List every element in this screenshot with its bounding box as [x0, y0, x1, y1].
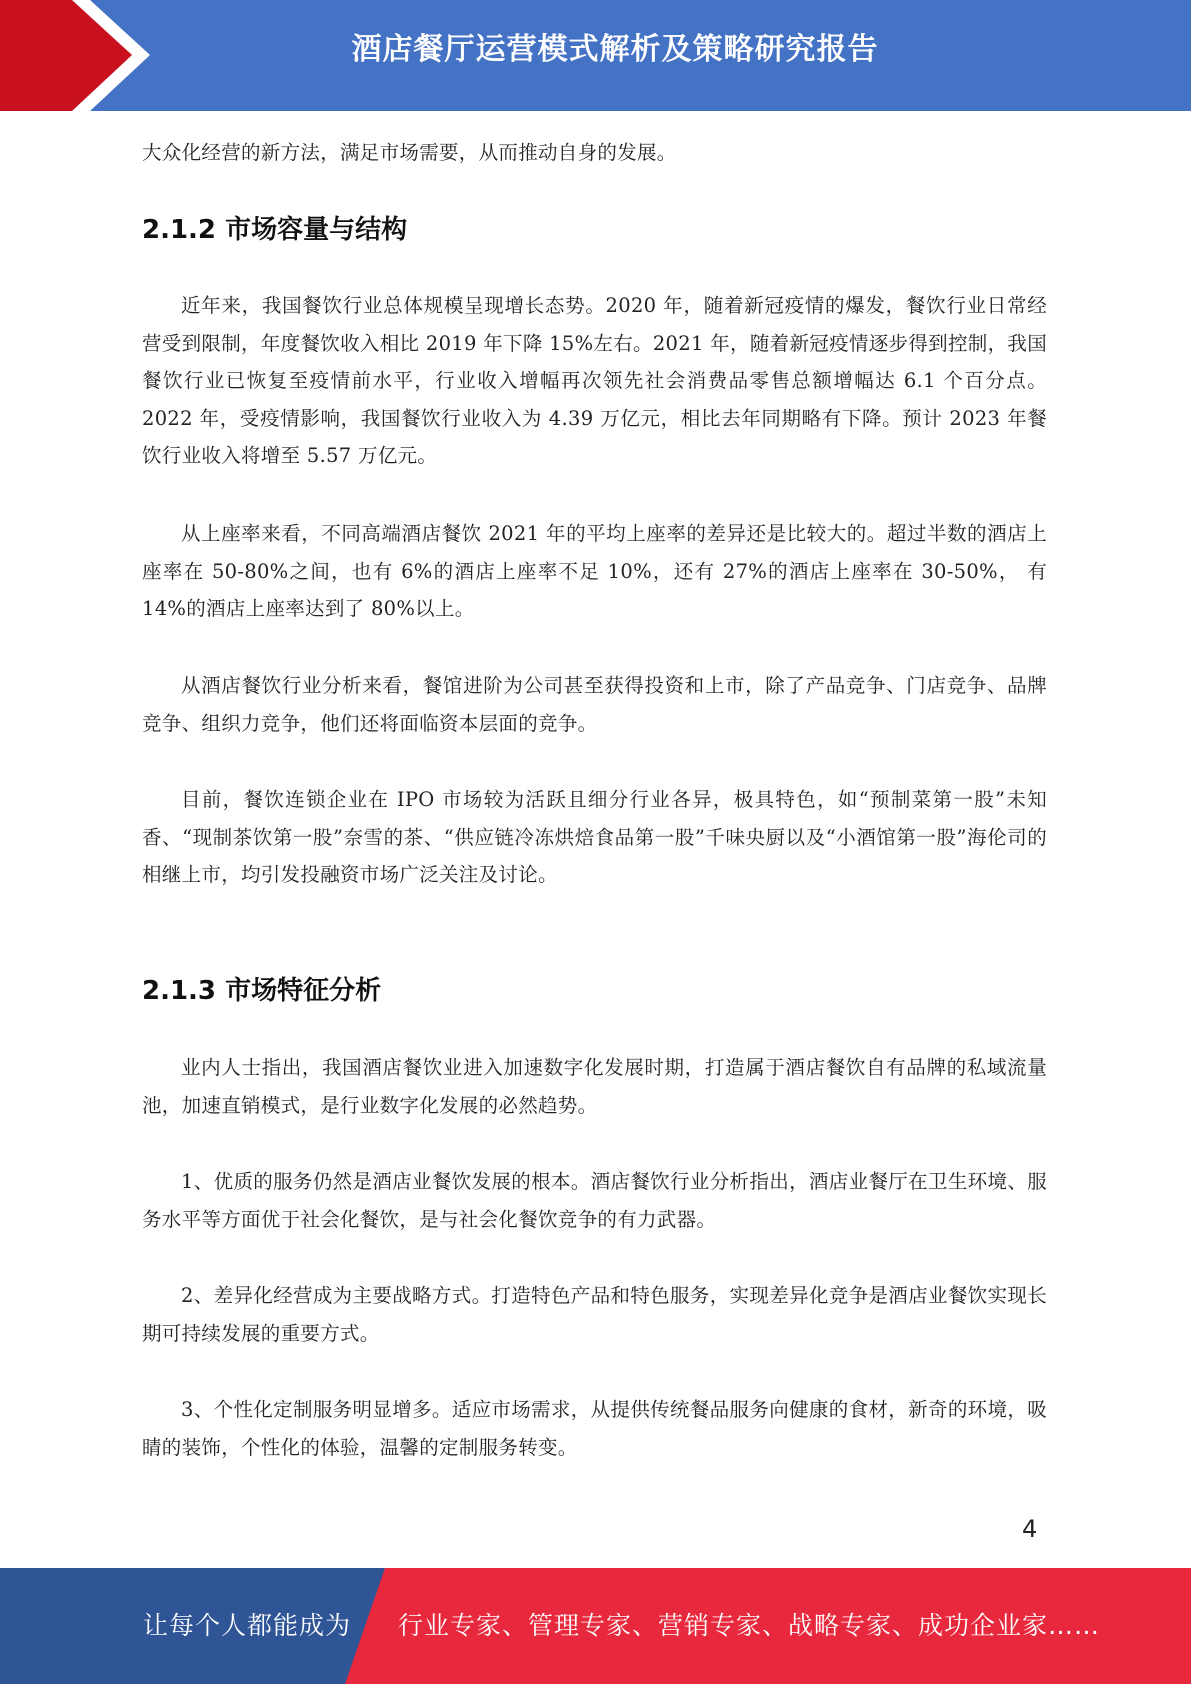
page-header: [0, 0, 1191, 111]
page-number: 4: [1022, 1515, 1038, 1543]
section-heading-2-1-3: 2.1.3 市场特征分析: [142, 976, 382, 1006]
paragraph-competition: 从酒店餐饮行业分析来看，餐馆进阶为公司甚至获得投资和上市，除了产品竞争、门店竞争、品牌竞争、组织力竞争，他们还将面临资本层面的竞争。: [142, 674, 1047, 735]
paragraph-point-2: 2、差异化经营成为主要战略方式。打造特色产品和特色服务，实现差异化竞争是酒店业餐饮实现长期可持续发展的重要方式。: [142, 1284, 1047, 1345]
paragraph-digital: 业内人士指出，我国酒店餐饮业进入加速数字化发展时期，打造属于酒店餐饮自有品牌的私域流量池，加速直销模式，是行业数字化发展的必然趋势。: [142, 1056, 1047, 1117]
paragraph-point-3: 3、个性化定制服务明显增多。适应市场需求，从提供传统餐品服务向健康的食材，新奇的环境，吸睛的装饰，个性化的体验，温馨的定制服务转变。: [142, 1398, 1047, 1459]
report-title: 酒店餐厅运营模式解析及策略研究报告: [351, 32, 879, 67]
footer-slogan-left: 让每个人都能成为: [143, 1611, 352, 1640]
paragraph-market-scale: 近年来，我国餐饮行业总体规模呈现增长态势。2020 年，随着新冠疫情的爆发，餐饮行业日常经营受到限制，年度餐饮收入相比 2019 年下降 15%左右。2021 年，随着新冠疫情逐步得到控制，我国餐饮行业已恢复至疫情前水平，行业收入增幅再次领先社会消费品零售总额增幅达 6.1 个百分点。2022 年，受疫情影响，我国餐饮行业收入为 4.39 万亿元，相比去年同期略有下降。预计 2023 年餐饮行业收入将增至 5.57 万亿元。: [142, 294, 1047, 467]
paragraph-ipo: 目前，餐饮连锁企业在 IPO 市场较为活跃且细分行业各异，极具特色，如“预制菜第一股”未知香、“现制茶饮第一股”奈雪的茶、“供应链冷冻烘焙食品第一股”千味央厨以及“小酒馆第一股”海伦司的相继上市，均引发投融资市场广泛关注及讨论。: [142, 788, 1047, 886]
paragraph-point-1: 1、优质的服务仍然是酒店业餐饮发展的根本。酒店餐饮行业分析指出，酒店业餐厅在卫生环境、服务水平等方面优于社会化餐饮，是与社会化餐饮竞争的有力武器。: [142, 1170, 1047, 1231]
paragraph-occupancy: 从上座率来看，不同高端酒店餐饮 2021 年的平均上座率的差异还是比较大的。超过半数的酒店上座率在 50-80%之间，也有 6%的酒店上座率不足 10%，还有 27%的酒店上座率在 30-50%， 有 14%的酒店上座率达到了 80%以上。: [142, 522, 1047, 620]
intro-paragraph: 大众化经营的新方法，满足市场需要，从而推动自身的发展。: [142, 141, 677, 164]
page-footer: [0, 1568, 1191, 1684]
section-heading-2-1-2: 2.1.2 市场容量与结构: [142, 215, 408, 245]
footer-slogan-right: 行业专家、管理专家、营销专家、战略专家、成功企业家……: [398, 1611, 1101, 1640]
